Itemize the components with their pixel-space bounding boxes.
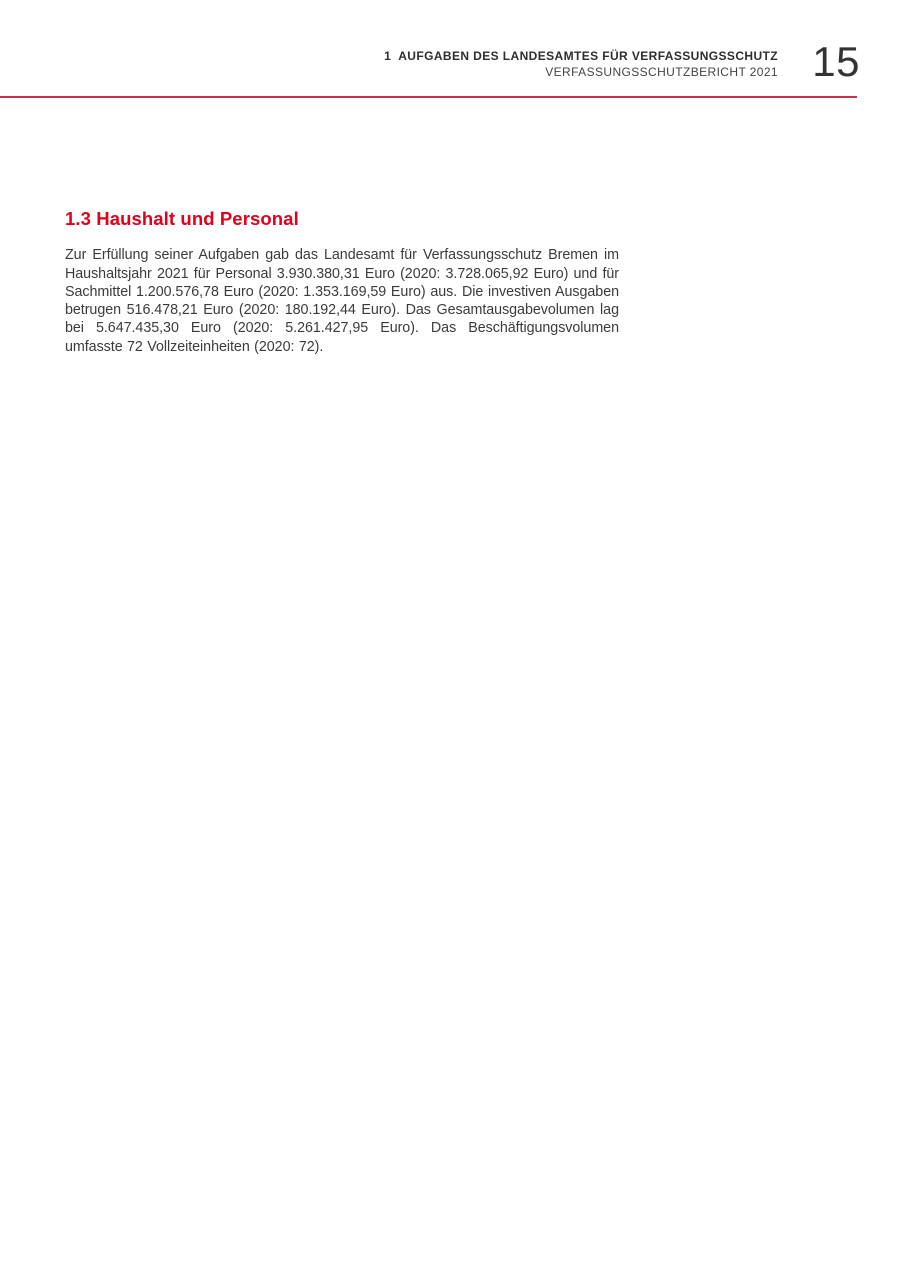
header-rule-line — [0, 96, 857, 98]
running-header — [0, 48, 778, 80]
section-body-paragraph: Zur Erfüllung seiner Aufgaben gab das Landesamt für Verfassungsschutz Bremen im Haushaltsjahr 2021 für Personal 3.930.380,31 Euro (2020: 3.728.065,92 Euro) und für Sachmittel 1.200.576,78 Euro (2020: 1.353.169,59 Euro) aus. Die investiven Ausgaben betrugen 516.478,21 Euro (2020: 180.192,44 Euro). Das Gesamtausgabevolumen lag bei 5.647.435,30 Euro (2020: 5.261.427,95 Euro). Das Beschäftigungsvolumen umfasste 72 Vollzeiteinheiten (2020: 72). — [65, 247, 619, 355]
section-heading: 1.3 Haushalt und Personal — [65, 208, 299, 230]
header-chapter-title: 1 AUFGABEN DES LANDESAMTES FÜR VERFASSUNGSSCHUTZ — [384, 49, 778, 63]
header-report-title: VERFASSUNGSSCHUTZBERICHT 2021 — [545, 65, 778, 79]
page-number: 15 — [812, 38, 860, 85]
